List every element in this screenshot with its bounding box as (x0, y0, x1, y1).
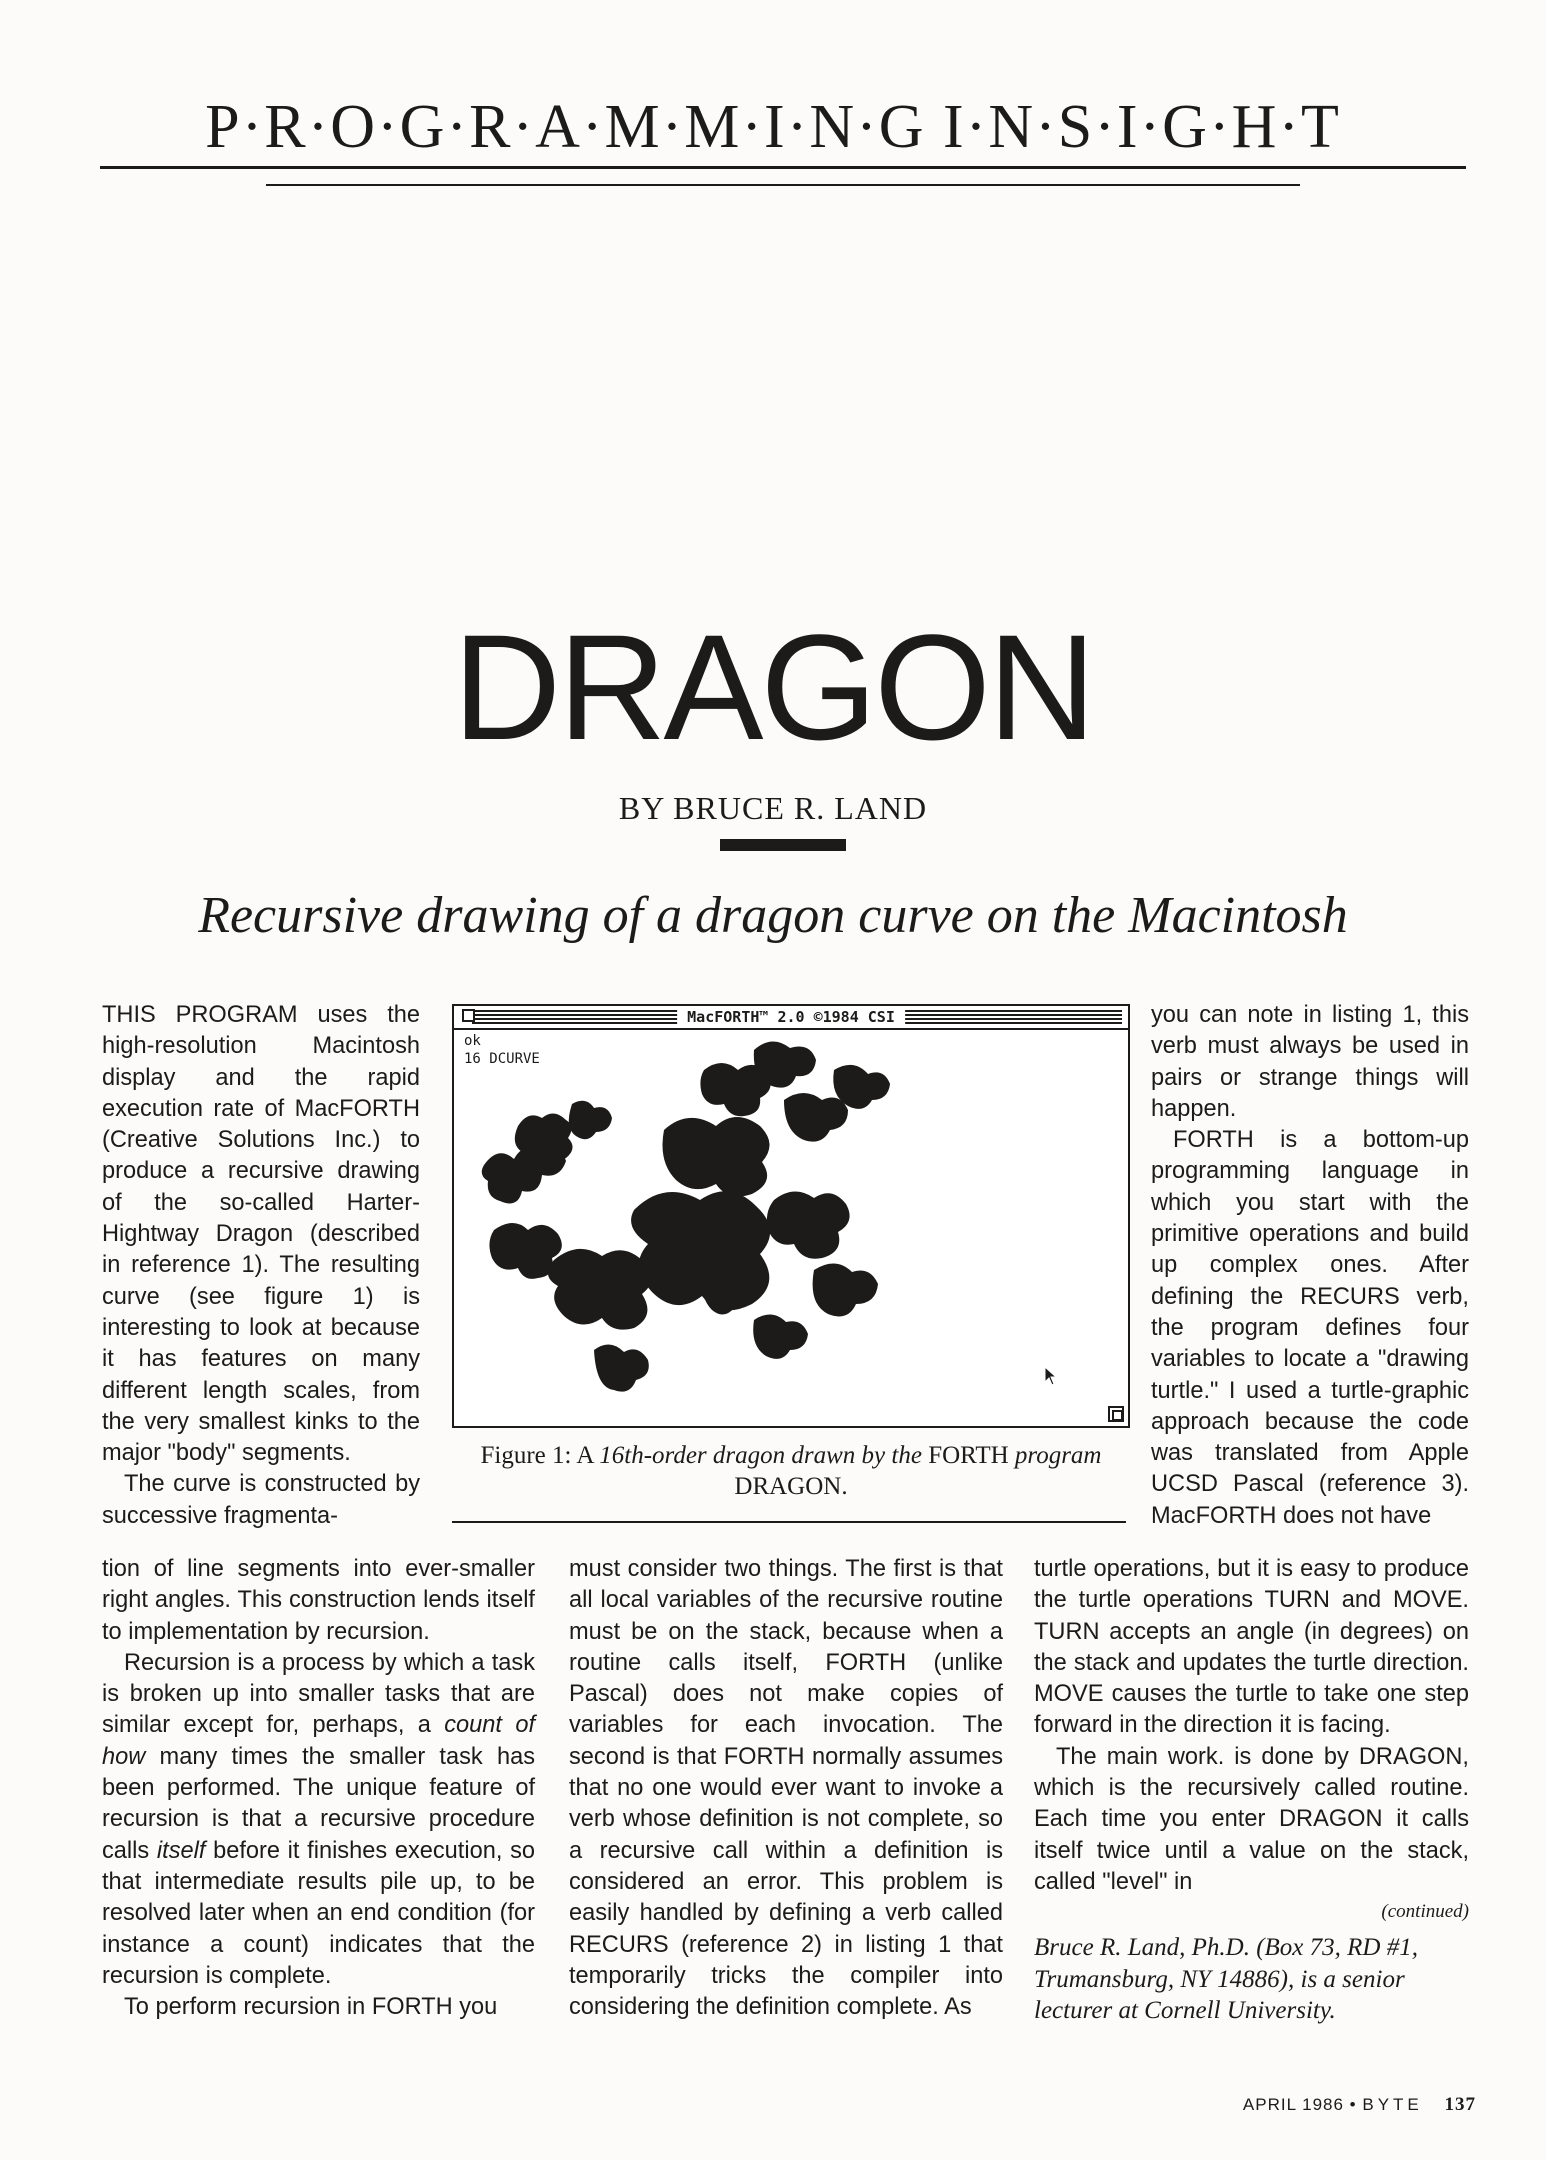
figure-window (452, 1004, 1130, 1428)
body-column-right-upper (1151, 1000, 1469, 1532)
author-bio: Bruce R. Land, Ph.D. (Box 73, RD #1, Trumansburg, NY 14886), is a senior lecturer at Cornell University. (1034, 1934, 1418, 2024)
body-column-right-lower (1034, 1554, 1469, 2026)
paragraph: The curve is constructed by successive fragmenta- (102, 1471, 420, 1529)
console-line: 16 DCURVE (464, 1051, 540, 1067)
text-run-italic: count of how (102, 1712, 535, 1770)
paragraph (102, 1648, 535, 1992)
paragraph: turtle operations, but it is easy to produce the turtle operations TURN and MOVE. TURN accepts an angle (in degrees) on the stack and updates the turtle direction. MOVE causes the turtle to take one step forward in the direction it is facing. (1034, 1556, 1469, 1739)
window-title: MacFORTH™ 2.0 ©1984 CSI (677, 1006, 905, 1028)
body-column-middle (569, 1554, 1003, 2023)
byline: BY BRUCE R. LAND (618, 790, 928, 826)
caption-rule (452, 1521, 1126, 1523)
byline-divider (720, 839, 846, 851)
text-run-italic: itself (156, 1837, 206, 1864)
console-line: ok (464, 1033, 481, 1049)
text-run: Recursion is a process by which a task is broken up into smaller tasks that are similar except for, perhaps, a (102, 1649, 535, 1739)
text-run: before it finishes execution, so that intermediate results pile up, to be resolved later when an end condition (for instance a count) indicates that the recursion is complete. (102, 1837, 535, 1989)
caption-prefix: Figure 1: A (480, 1442, 600, 1469)
article-title: DRAGON (452, 603, 1094, 771)
body-column-left-lower (102, 1554, 535, 2023)
header-rule-thin (266, 184, 1300, 186)
page-number: 137 (1444, 2094, 1476, 2115)
paragraph: you can note in listing 1, this verb must always be used in pairs or strange things will happen. (1151, 1002, 1469, 1122)
grow-box-icon (1108, 1406, 1124, 1422)
paragraph: The main work. is done by DRAGON, which is the recursively called routine. Each time you enter DRAGON it calls itself twice until a value on the stack, called "level" in (1034, 1743, 1469, 1895)
footer-bullet: • (1349, 2095, 1357, 2114)
footer-date: APRIL 1986 (1242, 2095, 1344, 2114)
paragraph: THIS PROGRAM uses the high-resolution Macintosh display and the rapid execution rate of MacFORTH (Creative Solutions Inc.) to produce a recursive drawing of the so-called Harter-Hightway Dragon (described in reference 1). The resulting curve (see figure 1) is interesting to look at because it has features on many different length scales, from the very smallest kinks to the major "body" segments. (102, 1002, 420, 1467)
close-box-icon (462, 1009, 475, 1022)
paragraph: tion of line segments into ever-smaller right angles. This construction lends itself to implementation by recursion. (102, 1556, 535, 1645)
dragon-curve-figure (454, 1030, 1128, 1426)
paragraph: FORTH is a bottom-up programming language in which you start with the primitive operations and build up complex ones. After defining the RECURS verb, the program defines four variables to locate a "drawing turtle." I used a turtle-graphic approach because the code was translated from Apple UCSD Pascal (reference 3). MacFORTH does not have (1151, 1127, 1469, 1529)
figure-caption (452, 1440, 1130, 1502)
footer-magazine: BYTE (1362, 2095, 1423, 2114)
window-titlebar (454, 1006, 1128, 1030)
caption-italic: 16th-order dragon drawn by the (599, 1442, 929, 1469)
article-subtitle: Recursive drawing of a dragon curve on the Macintosh (198, 887, 1348, 944)
body-column-left-upper (102, 1000, 420, 1532)
caption-end: DRAGON. (734, 1473, 848, 1500)
text-run: many times the smaller task has been performed. The unique feature of recursion is that a recursive procedure calls (102, 1743, 535, 1864)
header-rule-thick (100, 166, 1466, 169)
arrow-cursor-icon (1044, 1366, 1060, 1388)
dragon-curve-body (482, 1041, 890, 1391)
page-footer (1100, 2094, 1476, 2116)
caption-roman: FORTH (928, 1442, 1015, 1469)
paragraph: must consider two things. The first is that all local variables of the recursive routine must be on the stack, because when a routine calls itself, FORTH (unlike Pascal) does not make copies of variables for each invocation. The second is that FORTH normally assumes that no one would ever want to invoke a verb whose definition is not complete, so a recursive call within a definition is considered an error. This problem is easily handled by defining a verb called RECURS (reference 2) in listing 1 that temporarily tricks the compiler into considering the definition complete. As (569, 1556, 1003, 2021)
section-header: P·R·O·G·R·A·M·M·I·N·G I·N·S·I·G·H·T (205, 93, 1341, 161)
continued-note: (continued) (1381, 1901, 1469, 1923)
paragraph: To perform recursion in FORTH you (124, 1994, 498, 2021)
caption-italic: program (1014, 1442, 1102, 1469)
